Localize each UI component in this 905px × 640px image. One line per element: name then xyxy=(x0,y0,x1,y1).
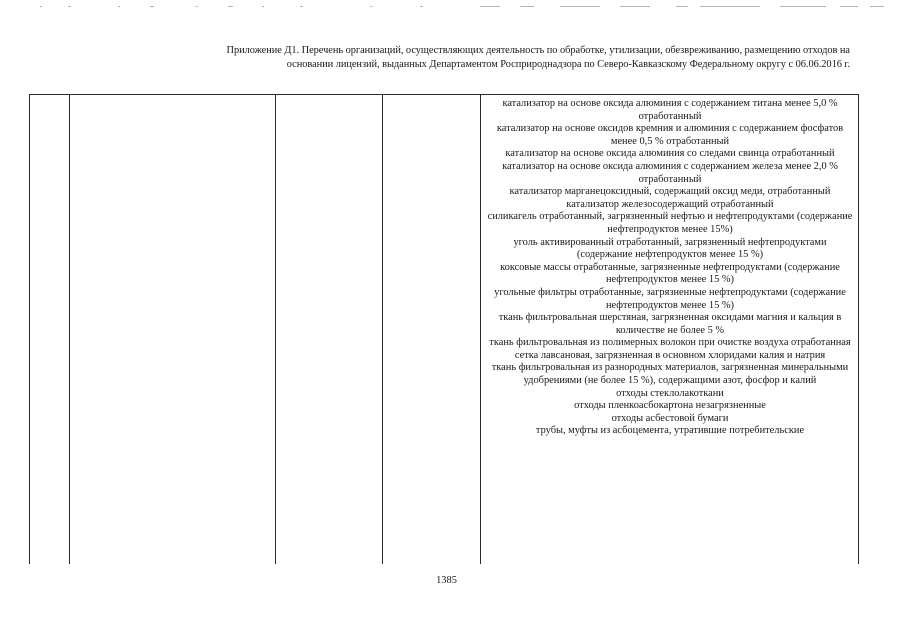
list-item: катализатор на основе оксида алюминия с содержанием железа менее 2,0 % отработанный xyxy=(502,160,838,185)
list-item: отходы пленкоасбокартона незагрязненные xyxy=(574,400,766,412)
cell-organization xyxy=(70,95,276,565)
list-item: ткань фильтровальная из полимерных волокон при очистке воздуха отработанная xyxy=(489,337,851,349)
list-item: отходы стеклолакоткани xyxy=(616,387,724,399)
waste-list xyxy=(481,95,858,438)
list-item: катализатор марганецоксидный, содержащий оксид меди, отработанный xyxy=(509,186,831,198)
header-line-1: Приложение Д1. Перечень организаций, осуществляющих деятельность по обработке, утилизации, обезвреживанию, размещению отходов на xyxy=(226,45,850,56)
list-item: трубы, муфты из асбоцемента, утратившие потребительские xyxy=(535,425,805,437)
cell-activity xyxy=(383,95,481,565)
organizations-table xyxy=(29,94,859,564)
list-item: уголь активированный отработанный, загрязненный нефтепродуктами (содержание нефтепродуктов менее 15 %) xyxy=(513,236,827,261)
list-item: катализатор на основе оксида алюминия со следами свинца отработанный xyxy=(505,148,835,160)
document-header xyxy=(60,44,850,72)
list-item: коксовые массы отработанные, загрязненные нефтепродуктами (содержание нефтепродуктов менее 15 %) xyxy=(500,261,840,286)
scan-artifact-dots xyxy=(0,4,905,10)
cell-license xyxy=(276,95,383,565)
list-item: катализатор железосодержащий отработанный xyxy=(566,198,774,210)
list-item: силикагель отработанный, загрязненный нефтью и нефтепродуктами (содержание нефтепродуктов менее 15%) xyxy=(487,211,853,235)
cell-waste-types xyxy=(481,95,859,565)
list-item: угольные фильтры отработанные, загрязненные нефтепродуктами (содержание нефтепродуктов менее 15 %) xyxy=(494,286,846,311)
list-item: катализатор на основе оксидов кремния и алюминия с содержанием фосфатов менее 0,5 % отработанный xyxy=(496,123,844,147)
header-line-2: основании лицензий, выданных Департаментом Росприроднадзора по Северо-Кавказскому Федеральному округу с 06.06.2016 г. xyxy=(286,59,850,70)
list-item: отходы асбестовой бумаги xyxy=(611,412,729,424)
list-item: катализатор на основе оксида алюминия с содержанием титана менее 5,0 % отработанный xyxy=(502,98,838,122)
table-row xyxy=(30,95,859,565)
page-number: 1385 xyxy=(436,575,457,586)
list-item: сетка лавсановая, загрязненная в основном хлоридами калия и натрия xyxy=(514,349,826,361)
list-item: ткань фильтровальная из разнородных материалов, загрязненная минеральными удобрениями (не более 15 %), содержащими азот, фосфор и калий xyxy=(491,362,849,387)
cell-number xyxy=(30,95,70,565)
list-item: ткань фильтровальная шерстяная, загрязненная оксидами магния и кальция в количестве не более 5 % xyxy=(498,312,842,336)
